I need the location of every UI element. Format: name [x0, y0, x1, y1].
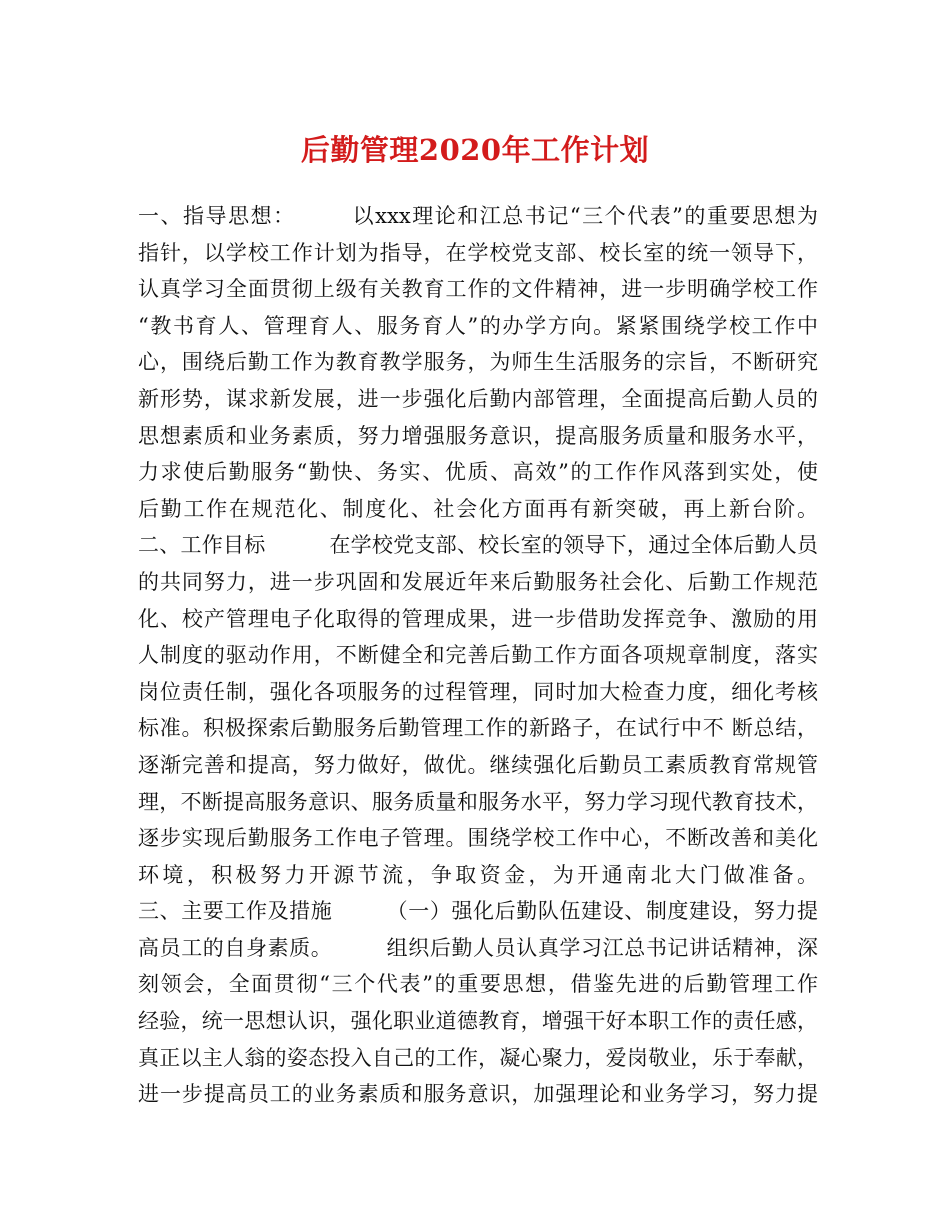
- body-line: 刻领会，全面贯彻“三个代表”的重要思想，借鉴先进的后勤管理工作: [138, 972, 818, 997]
- body-line: 心，围绕后勤工作为教育教学服务，为师生生活服务的宗旨，不断研究: [138, 350, 818, 375]
- body-line: 二、工作目标 在学校党支部、校长室的领导下，通过全体后勤人员: [138, 533, 818, 558]
- body-line: 经验，统一思想认识，强化职业道德教育，增强干好本职工作的责任感，: [138, 1009, 818, 1034]
- body-line: 思想素质和业务素质，努力增强服务意识，提高服务质量和服务水平，: [138, 423, 818, 448]
- document-body: [138, 198, 818, 1113]
- body-line: 一、指导思想： 以xxx理论和江总书记“三个代表”的重要思想为: [138, 204, 818, 228]
- body-line: 岗位责任制，强化各项服务的过程管理，同时加大检查力度，细化考核: [138, 679, 818, 704]
- body-line: 认真学习全面贯彻上级有关教育工作的文件精神，进一步明确学校工作: [138, 277, 818, 302]
- body-line: 高员工的自身素质。 组织后勤人员认真学习江总书记讲话精神，深: [138, 935, 818, 960]
- body-line: 逐渐完善和提高，努力做好，做优。继续强化后勤员工素质教育常规管: [138, 752, 818, 777]
- body-line: 后勤工作在规范化、制度化、社会化方面再有新突破，再上新台阶。: [138, 496, 818, 521]
- body-line: 环境，积极努力开源节流，争取资金，为开通南北大门做准备。: [138, 862, 818, 887]
- body-line: “教书育人、管理育人、服务育人”的办学方向。紧紧围绕学校工作中: [138, 313, 818, 338]
- body-line: 标准。积极探索后勤服务后勤管理工作的新路子，在试行中不 断总结，: [138, 716, 818, 741]
- body-line: 人制度的驱动作用，不断健全和完善后勤工作方面各项规章制度，落实: [138, 643, 818, 668]
- body-line: 的共同努力，进一步巩固和发展近年来后勤服务社会化、后勤工作规范: [138, 569, 818, 594]
- body-line: 指针，以学校工作计划为指导，在学校党支部、校长室的统一领导下，: [138, 240, 818, 265]
- body-line: 三、主要工作及措施 （一）强化后勤队伍建设、制度建设，努力提: [138, 899, 818, 924]
- body-line: 化、校产管理电子化取得的管理成果，进一步借助发挥竞争、激励的用: [138, 606, 818, 631]
- body-line: 理，不断提高服务意识、服务质量和服务水平，努力学习现代教育技术，: [138, 789, 818, 814]
- body-line: 力求使后勤服务“勤快、务实、优质、高效”的工作作风落到实处，使: [138, 460, 818, 485]
- body-line: 新形势，谋求新发展，进一步强化后勤内部管理，全面提高后勤人员的: [138, 386, 818, 411]
- body-line: 逐步实现后勤服务工作电子管理。围绕学校工作中心，不断改善和美化: [138, 826, 818, 851]
- body-line: 真正以主人翁的姿态投入自己的工作，凝心聚力，爱岗敬业，乐于奉献，: [138, 1045, 818, 1070]
- document-title: 后勤管理2020年工作计划: [300, 133, 650, 167]
- body-line: 进一步提高员工的业务素质和服务意识，加强理论和业务学习，努力提: [138, 1082, 818, 1107]
